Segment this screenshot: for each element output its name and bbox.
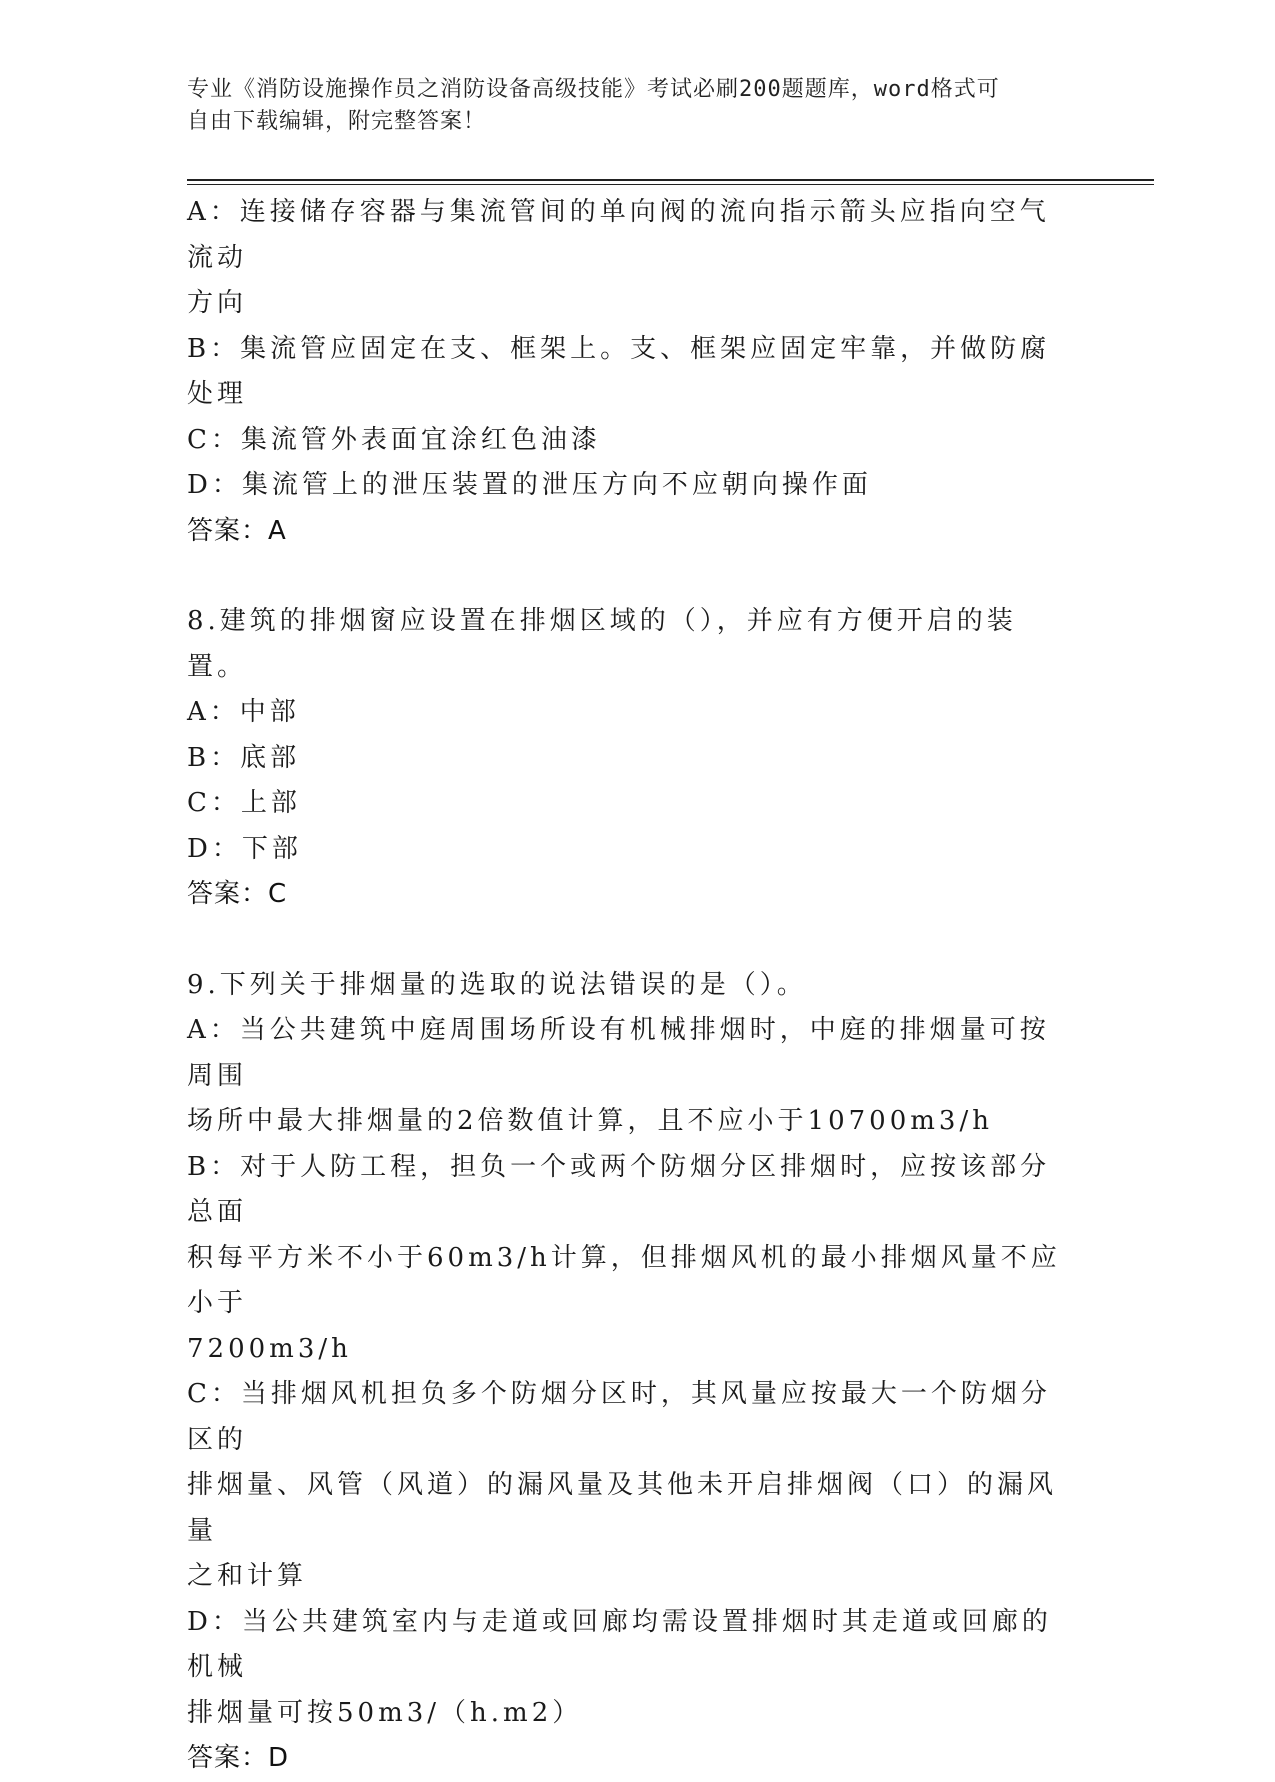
q7-option-c: C：集流管外表面宜涂红色油漆 xyxy=(187,424,601,455)
q8-option-a: A：中部 xyxy=(187,697,300,727)
question-content xyxy=(187,190,1067,1782)
q9-option-c-line-2: 排烟量、风管（风道）的漏风量及其他未开启排烟阀（口）的漏风量 xyxy=(187,1470,1058,1546)
q7-option-a-line-1: A：连接储存容器与集流管间的单向阀的流向指示箭头应指向空气流动 xyxy=(187,197,1050,273)
q7-option-d: D：集流管上的泄压装置的泄压方向不应朝向操作面 xyxy=(187,470,872,500)
q9-option-a-line-1: A：当公共建筑中庭周围场所设有机械排烟时，中庭的排烟量可按周围 xyxy=(187,1015,1050,1091)
question-8-block xyxy=(187,599,1067,918)
header-line-2: 自由下载编辑，附完整答案！ xyxy=(187,109,487,134)
header-divider-thin xyxy=(187,184,1154,185)
q9-question: 9.下列关于排烟量的选取的说法错误的是（）。 xyxy=(187,969,807,1000)
q9-option-c-line-3: 之和计算 xyxy=(187,1561,308,1591)
question-9-block xyxy=(187,963,1067,1782)
q9-option-b-line-3: 7200m3/h xyxy=(187,1333,352,1364)
q9-option-b-line-2: 积每平方米不小于60m3/h计算，但排烟风机的最小排烟风量不应小于 xyxy=(187,1242,1061,1318)
q8-option-c: C：上部 xyxy=(187,788,301,818)
spacer xyxy=(187,918,1067,963)
question-7-block xyxy=(187,190,1067,554)
q7-option-b: B：集流管应固定在支、框架上。支、框架应固定牢靠，并做防腐处理 xyxy=(187,333,1051,409)
q9-option-c-line-1: C：当排烟风机担负多个防烟分区时，其风量应按最大一个防烟分区的 xyxy=(187,1379,1051,1455)
q9-option-d-line-2: 排烟量可按50m3/（h.m2） xyxy=(187,1697,583,1728)
spacer xyxy=(187,554,1067,599)
q9-answer: 答案：D xyxy=(187,1743,290,1773)
q7-option-a-line-2: 方向 xyxy=(187,288,248,318)
q8-question: 8.建筑的排烟窗应设置在排烟区域的（），并应有方便开启的装置。 xyxy=(187,606,1017,682)
q9-option-d-line-1: D：当公共建筑室内与走道或回廊均需设置排烟时其走道或回廊的机械 xyxy=(187,1606,1052,1682)
q8-option-b: B：底部 xyxy=(187,742,301,773)
q9-option-b-line-1: B：对于人防工程，担负一个或两个防烟分区排烟时，应按该部分总面 xyxy=(187,1151,1051,1227)
q8-answer: 答案：C xyxy=(187,879,288,909)
header-line-1: 专业《消防设施操作员之消防设备高级技能》考试必刷200题题库，word格式可 xyxy=(187,77,1000,102)
header-divider-thick xyxy=(187,179,1154,181)
q8-option-d: D：下部 xyxy=(187,833,302,864)
q9-option-a-line-2: 场所中最大排烟量的2倍数值计算，且不应小于10700m3/h xyxy=(187,1106,993,1136)
document-header xyxy=(187,74,1067,138)
q7-answer: 答案：A xyxy=(187,515,287,546)
